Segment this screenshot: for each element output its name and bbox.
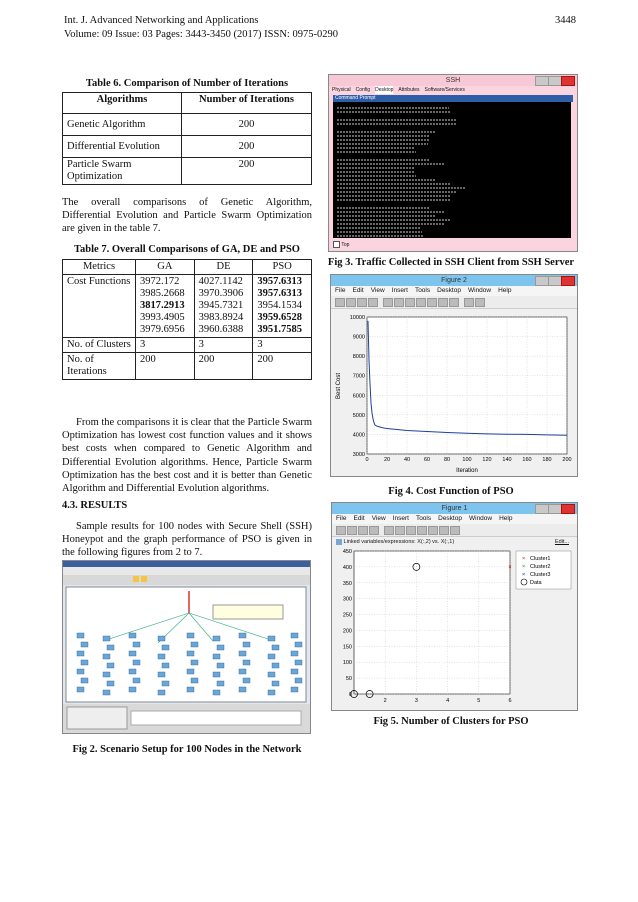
- node-icon: [158, 654, 165, 659]
- table7-value: 3960.6388: [198, 324, 244, 335]
- fig3-ssh-window: [328, 74, 578, 252]
- paragraph-overall-comparisons: The overall comparisons of Genetic Algorithm, Differential Evolution and Particle Swarm Optimization are given in the table 7.: [62, 197, 312, 235]
- x-tick-labels: [384, 698, 512, 704]
- fig2-caption: Fig 2. Scenario Setup for 100 Nodes in the Network: [72, 744, 302, 755]
- node-icon: [217, 645, 224, 650]
- x-tick-label: 20: [383, 457, 391, 463]
- table6-header-iterations: Number of Iterations: [182, 93, 312, 114]
- top-checkbox[interactable]: [333, 241, 349, 249]
- legend-cluster1: Cluster1: [530, 556, 551, 562]
- node-icon: [268, 654, 275, 659]
- x-tick-label: 2: [383, 698, 387, 704]
- table7-value: 3959.6528: [257, 312, 302, 323]
- tab-desktop[interactable]: Desktop: [375, 87, 394, 93]
- fig4-caption: Fig 4. Cost Function of PSO: [388, 486, 514, 497]
- x-tick-label: 160: [522, 457, 532, 463]
- menu-view[interactable]: View: [371, 515, 386, 522]
- node-icon: [103, 690, 110, 695]
- print-icon[interactable]: [369, 526, 379, 535]
- node-icon: [187, 651, 194, 656]
- table6-header-algorithms: Algorithms: [63, 93, 182, 114]
- y-tick-label: 3000: [352, 452, 365, 458]
- node-icon: [129, 687, 136, 692]
- table6-cell: 200: [182, 114, 312, 136]
- x-tick-label: 100: [462, 457, 472, 463]
- x-tick-label: 120: [482, 457, 492, 463]
- zoom-out-icon[interactable]: [405, 298, 415, 307]
- node-icon: [239, 633, 246, 638]
- y-tick-label: 10000: [349, 315, 365, 321]
- table7-value: 3979.6956: [140, 324, 185, 335]
- y-tick-label: 150: [342, 644, 352, 651]
- menu-edit[interactable]: Edit: [353, 515, 365, 522]
- save-icon[interactable]: [357, 298, 367, 307]
- node-icon: [81, 660, 88, 665]
- close-icon[interactable]: [561, 76, 575, 86]
- y-tick-label: 6000: [352, 393, 365, 400]
- x-tick-label: 200: [562, 457, 572, 463]
- node-icon: [129, 669, 136, 674]
- legend-marker: ×: [522, 556, 526, 562]
- table6-cell: 200: [182, 158, 312, 185]
- menu-view[interactable]: View: [370, 287, 385, 294]
- console-output[interactable]: [333, 102, 571, 238]
- node-icon: [103, 672, 110, 677]
- maximize-icon[interactable]: [548, 504, 562, 514]
- table7: [62, 259, 312, 380]
- rotate-icon[interactable]: [427, 298, 437, 307]
- node-icon: [295, 660, 302, 665]
- table7-ga-values: [136, 275, 195, 338]
- node-icon: [291, 687, 298, 692]
- data-cursor-icon[interactable]: [438, 298, 448, 307]
- menu-tools[interactable]: Tools: [414, 287, 431, 294]
- cluster-centroid: ×: [508, 564, 512, 571]
- table7-value: 3954.1534: [257, 300, 302, 311]
- node-icon: [81, 642, 88, 647]
- node-icon: [239, 669, 246, 674]
- node-icon: [107, 663, 114, 668]
- fig4-matlab-window: [330, 274, 578, 477]
- minimize-icon[interactable]: [535, 504, 549, 514]
- fig5-window-title: Figure 1: [441, 505, 468, 512]
- y-tick-labels: [343, 549, 352, 698]
- checkbox-icon[interactable]: [333, 241, 340, 248]
- console-text-image: [333, 102, 571, 238]
- node-icon: [81, 678, 88, 683]
- plot-area: [354, 551, 510, 694]
- node-icon: [77, 669, 84, 674]
- y-axis-label: Best Cost: [336, 372, 342, 400]
- fig3-titlebar: [329, 75, 577, 86]
- pointer-icon[interactable]: [383, 298, 393, 307]
- table7-value: 4027.1142: [198, 276, 243, 287]
- table6: [62, 92, 312, 185]
- node-icon: [272, 663, 279, 668]
- node-icon: [158, 636, 165, 641]
- pan-icon[interactable]: [416, 298, 426, 307]
- fig3-tabs: [329, 86, 577, 94]
- brush-icon[interactable]: [449, 298, 459, 307]
- y-tick-label: 50: [345, 676, 352, 683]
- table7-value: 3945.7321: [198, 300, 244, 311]
- table6-cell: Differential Evolution: [63, 136, 182, 158]
- x-tick-label: 80: [443, 457, 451, 463]
- table7-clusters-label: No. of Clusters: [63, 338, 136, 353]
- table7-value: 3970.3906: [198, 288, 244, 299]
- link-icon: [336, 539, 342, 545]
- node-icon: [213, 672, 220, 677]
- node-icon: [213, 654, 220, 659]
- x-tick-label: 140: [502, 457, 512, 463]
- fig4-window-title: Figure 2: [441, 277, 467, 284]
- colorbar-icon[interactable]: [464, 298, 474, 307]
- x-tick-label: 180: [542, 457, 552, 463]
- close-icon[interactable]: [561, 504, 575, 514]
- legend-cluster3: Cluster3: [530, 572, 551, 578]
- save-icon[interactable]: [358, 526, 368, 535]
- maximize-icon[interactable]: [548, 76, 562, 86]
- node-icon: [77, 651, 84, 656]
- table7-value: 3972.172: [140, 276, 180, 287]
- open-icon[interactable]: [347, 526, 357, 535]
- node-icon: [213, 636, 220, 641]
- node-icon: [107, 681, 114, 686]
- x-tick-label: 40: [403, 457, 411, 463]
- y-tick-label: 300: [342, 596, 352, 603]
- new-figure-icon[interactable]: [335, 298, 345, 307]
- node-icon: [191, 642, 198, 647]
- node-icon: [239, 651, 246, 656]
- node-icon: [158, 690, 165, 695]
- y-tick-label: 450: [342, 549, 352, 555]
- fig5-titlebar: [332, 503, 577, 514]
- node-icon: [268, 636, 275, 641]
- legend-data: Data: [530, 580, 542, 586]
- table7-header: Metrics: [63, 260, 136, 275]
- minimize-icon[interactable]: [535, 276, 549, 286]
- y-tick-labels: [350, 315, 365, 458]
- fig3-caption: Fig 3. Traffic Collected in SSH Client from SSH Server: [327, 257, 575, 268]
- table7-value: 3: [136, 338, 195, 353]
- fig4-titlebar: [331, 275, 577, 286]
- clusters-chart: [332, 547, 575, 707]
- node-icon: [158, 672, 165, 677]
- node-icon: [213, 690, 220, 695]
- table7-header: GA: [136, 260, 195, 275]
- table7-value: 3817.2913: [140, 300, 185, 311]
- page-number: 3448: [555, 15, 576, 26]
- table7-caption: Table 7. Overall Comparisons of GA, DE and PSO: [74, 244, 300, 255]
- node-icon: [295, 678, 302, 683]
- edit-link[interactable]: Edit...: [554, 539, 569, 545]
- fig4-toolbar: [331, 296, 577, 309]
- node-icon: [191, 660, 198, 665]
- node-icon: [107, 645, 114, 650]
- table6-cell: Particle Swarm Optimization: [63, 158, 182, 185]
- pointer-icon[interactable]: [384, 526, 394, 535]
- y-tick-label: 0: [348, 692, 352, 698]
- node-icon: [162, 681, 169, 686]
- x-axis-label: Iteration: [456, 468, 478, 474]
- fig3-window-title: SSH: [445, 77, 461, 84]
- section-heading-results: 4.3. RESULTS: [62, 500, 128, 511]
- table7-de-values: [194, 275, 253, 338]
- node-icon: [217, 663, 224, 668]
- node-icon: [291, 633, 298, 638]
- node-icon: [291, 669, 298, 674]
- menu-window[interactable]: Window: [468, 515, 493, 522]
- menu-desktop[interactable]: Desktop: [437, 287, 461, 294]
- table7-iterations-label: No. of Iterations: [63, 353, 136, 380]
- menu-insert[interactable]: Insert: [392, 515, 409, 522]
- tab-software-services[interactable]: Software/Services: [424, 87, 465, 93]
- node-icon: [162, 645, 169, 650]
- y-tick-label: 100: [342, 660, 352, 667]
- y-tick-label: 250: [342, 612, 352, 619]
- tab-attributes[interactable]: Attributes: [398, 87, 420, 93]
- y-tick-label: 5000: [352, 412, 365, 419]
- node-icon: [272, 681, 279, 686]
- table7-value: 200: [253, 353, 312, 380]
- x-tick-label: 4: [446, 698, 450, 704]
- x-tick-label: 3: [414, 698, 418, 704]
- table7-pso-values: [253, 275, 312, 338]
- menu-tools[interactable]: Tools: [415, 515, 432, 522]
- table7-value: 3: [194, 338, 253, 353]
- node-icon: [162, 663, 169, 668]
- table7-header: PSO: [253, 260, 312, 275]
- table7-value: 3985.2668: [140, 288, 185, 299]
- node-icon: [217, 681, 224, 686]
- table7-value: 3957.6313: [257, 276, 302, 287]
- menu-file[interactable]: File: [336, 515, 347, 522]
- table7-value: 3983.8924: [198, 312, 244, 323]
- tab-physical[interactable]: Physical: [332, 87, 351, 93]
- table7-value: 3993.4905: [140, 312, 185, 323]
- node-icon: [133, 642, 140, 647]
- command-prompt-bar: Command Prompt: [333, 95, 573, 102]
- data-cursor-icon[interactable]: [439, 526, 449, 535]
- menu-edit[interactable]: Edit: [352, 287, 364, 294]
- node-icon: [191, 678, 198, 683]
- linked-expression-text: Linked variables/expressions: X(:,2) vs. X(:,1): [343, 539, 455, 545]
- x-tick-label: 5: [477, 698, 481, 704]
- node-icon: [187, 687, 194, 692]
- y-tick-label: 8000: [352, 354, 365, 361]
- y-tick-label: 400: [342, 564, 352, 571]
- open-icon[interactable]: [346, 298, 356, 307]
- node-icon: [103, 636, 110, 641]
- legend-cluster2: Cluster2: [530, 564, 551, 570]
- fig5-caption: Fig 5. Number of Clusters for PSO: [373, 716, 529, 727]
- table7-value: 3957.6313: [257, 288, 302, 299]
- table7-header: DE: [194, 260, 253, 275]
- cost-function-chart: [331, 309, 575, 475]
- node-icon: [295, 642, 302, 647]
- legend: [516, 551, 571, 589]
- brush-icon[interactable]: [450, 526, 460, 535]
- y-tick-label: 4000: [352, 432, 365, 439]
- node-icon: [239, 687, 246, 692]
- table7-value: 3: [253, 338, 312, 353]
- journal-title: Int. J. Advanced Networking and Applications: [64, 15, 259, 26]
- table7-value: 3951.7585: [257, 324, 302, 335]
- print-icon[interactable]: [368, 298, 378, 307]
- tab-config[interactable]: Config: [355, 87, 371, 93]
- node-icon: [268, 672, 275, 677]
- node-icon: [243, 678, 250, 683]
- menu-file[interactable]: File: [335, 287, 346, 294]
- table7-value: 200: [194, 353, 253, 380]
- y-tick-label: 7000: [352, 373, 365, 380]
- table6-cell: Genetic Algorithm: [63, 114, 182, 136]
- y-tick-label: 200: [342, 628, 352, 635]
- x-tick-label: 6: [508, 698, 512, 704]
- fig5-toolbar: [332, 524, 577, 537]
- menu-window[interactable]: Window: [467, 287, 492, 294]
- x-tick-labels: [365, 457, 571, 463]
- volume-line: Volume: 09 Issue: 03 Pages: 3443-3450 (2017) ISSN: 0975-0290: [64, 29, 338, 40]
- node-icon: [77, 687, 84, 692]
- paragraph-results-intro: Sample results for 100 nodes with Secure Shell (SSH) Honeypot and the graph performance of PSO is given in the following figures from 2 to 7.: [62, 521, 312, 559]
- node-icon: [129, 651, 136, 656]
- node-icon: [129, 633, 136, 638]
- fig5-menubar: [332, 514, 577, 524]
- y-tick-label: 350: [342, 580, 352, 587]
- node-icon: [133, 660, 140, 665]
- paragraph-conclusion: From the comparisons it is clear that the Particle Swarm Optimization has lowest cost function values and it shows best costs when compared to Genetic Algorithm and Differential Evolution algorithms. Hence, Particle Swarm Optimization has the best cost and it is better than Genetic Algorithm and Differential Evolution algorithms.: [62, 417, 312, 495]
- minimize-icon[interactable]: [535, 76, 549, 86]
- node-icon: [133, 678, 140, 683]
- node-icon: [243, 660, 250, 665]
- close-icon[interactable]: [561, 276, 575, 286]
- pan-icon[interactable]: [417, 526, 427, 535]
- node-icon: [272, 645, 279, 650]
- node-icon: [187, 669, 194, 674]
- fig2-screenshot: [62, 560, 311, 734]
- node-icon: [103, 654, 110, 659]
- fig5-matlab-window: [331, 502, 578, 711]
- x-tick-label: 60: [423, 457, 431, 463]
- table7-value: 200: [136, 353, 195, 380]
- top-checkbox-label: Top: [341, 241, 350, 248]
- legend-marker: ×: [522, 572, 526, 578]
- zoom-in-icon[interactable]: [395, 526, 405, 535]
- rotate-icon[interactable]: [428, 526, 438, 535]
- zoom-in-icon[interactable]: [394, 298, 404, 307]
- node-icon: [77, 633, 84, 638]
- legend-icon[interactable]: [475, 298, 485, 307]
- menu-help[interactable]: Help: [498, 287, 512, 294]
- menu-insert[interactable]: Insert: [391, 287, 408, 294]
- node-icon: [268, 690, 275, 695]
- zoom-out-icon[interactable]: [406, 526, 416, 535]
- node-icon: [291, 651, 298, 656]
- fig4-menubar: [331, 286, 577, 296]
- menu-desktop[interactable]: Desktop: [438, 515, 462, 522]
- legend-marker: ×: [522, 564, 526, 570]
- network-scenario-image: [63, 561, 310, 733]
- new-figure-icon[interactable]: [336, 526, 346, 535]
- table6-cell: 200: [182, 136, 312, 158]
- table7-cost-label: Cost Functions: [63, 275, 136, 338]
- linked-plot-bar: [332, 537, 577, 547]
- table6-caption: Table 6. Comparison of Number of Iterations: [85, 78, 289, 89]
- maximize-icon[interactable]: [548, 276, 562, 286]
- x-tick-label: 0: [365, 457, 369, 463]
- y-tick-label: 9000: [352, 334, 365, 341]
- menu-help[interactable]: Help: [499, 515, 513, 522]
- node-icon: [243, 642, 250, 647]
- node-icon: [187, 633, 194, 638]
